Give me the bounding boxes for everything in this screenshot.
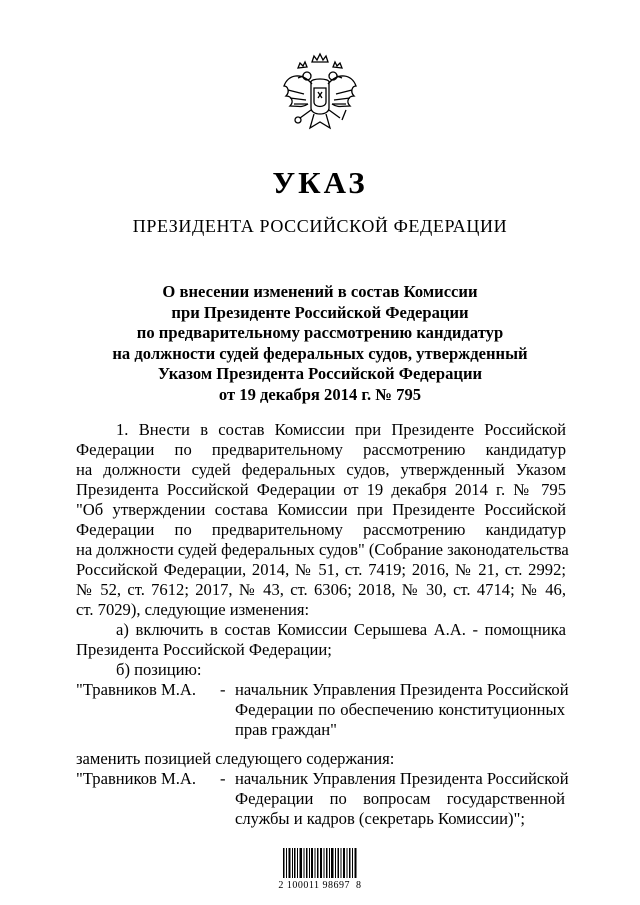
position-dash: - <box>220 769 226 788</box>
position-text-line: службы и кадров (секретарь Комиссии)"; <box>235 809 525 828</box>
replace-instruction: заменить позицией следующего содержания: <box>76 749 395 768</box>
coat-of-arms-emblem <box>278 52 362 148</box>
document-title: УКАЗ <box>272 165 368 200</box>
position-name: "Травников М.А. <box>76 680 197 699</box>
document-heading <box>0 282 640 406</box>
paragraph-line: Федерации по предварительному рассмотрению кандидатур <box>76 520 566 539</box>
position-text-line: прав граждан" <box>235 720 337 739</box>
barcode-number: 2 100011 98697 8 <box>278 880 362 891</box>
paragraph-line: на должности судей федеральных судов, утвержденный Указом <box>76 460 566 479</box>
heading-line: при Президенте Российской Федерации <box>171 302 469 322</box>
paragraph-line: ст. 7029), следующие изменения: <box>76 600 310 619</box>
paragraph-line: Федерации по предварительному рассмотрению кандидатур <box>76 440 566 459</box>
position-text-line: начальник Управления Президента Российской <box>235 769 569 788</box>
paragraph-line: на должности судей федеральных судов" (Собрание законодательства <box>76 540 569 559</box>
position-text-line: начальник Управления Президента Российской <box>235 680 569 699</box>
position-dash: - <box>220 680 226 699</box>
paragraph-line: Российской Федерации, 2014, № 51, ст. 7419; 2016, № 21, ст. 2992; <box>76 560 566 579</box>
heading-line: Указом Президента Российской Федерации <box>157 364 483 384</box>
heading-line: на должности судей федеральных судов, утвержденный <box>112 343 528 363</box>
position-name: "Травников М.А. <box>76 769 197 788</box>
document-subtitle: ПРЕЗИДЕНТА РОССИЙСКОЙ ФЕДЕРАЦИИ <box>132 216 508 236</box>
item-a-line: Президента Российской Федерации; <box>76 640 332 659</box>
item-b-label: б) позицию: <box>116 660 202 679</box>
paragraph-line: 1. Внести в состав Комиссии при Президенте Российской <box>116 420 566 439</box>
position-text-line: Федерации по вопросам государственной <box>235 789 565 808</box>
paragraph-line: № 52, ст. 7612; 2017, № 43, ст. 6306; 2018, № 30, ст. 4714; № 46, <box>76 580 566 599</box>
barcode-image <box>283 848 357 878</box>
heading-line: по предварительному рассмотрению кандидатур <box>136 323 504 343</box>
heading-line: от 19 декабря 2014 г. № 795 <box>218 384 422 404</box>
paragraph-line: "Об утверждении состава Комиссии при Президенте Российской <box>76 500 566 519</box>
paragraph-line: Президента Российской Федерации от 19 декабря 2014 г. № 795 <box>76 480 566 499</box>
position-text-line: Федерации по обеспечению конституционных <box>235 700 565 719</box>
item-a-line: а) включить в состав Комиссии Серышева А.А. - помощника <box>116 620 566 639</box>
heading-line: О внесении изменений в состав Комиссии <box>162 282 478 301</box>
